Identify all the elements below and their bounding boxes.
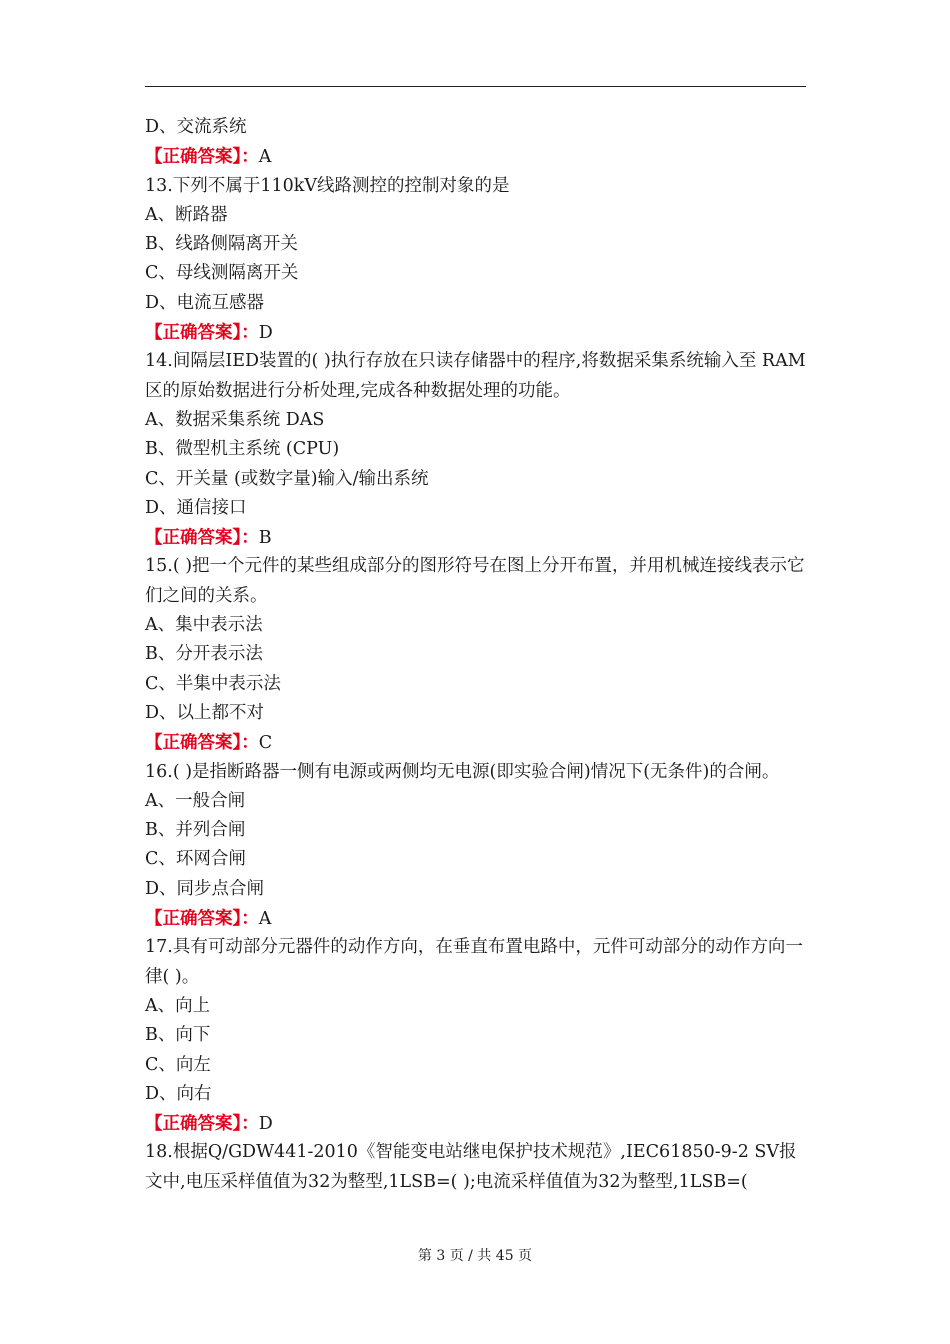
- q17-option-b: B、向下: [145, 1025, 211, 1046]
- answer-value: A: [258, 909, 272, 930]
- question-14: 14.间隔层IED装置的( )执行存放在只读存储器中的程序,将数据采集系统输入至 RAM 区的原始数据进行分析处理,完成各种数据处理的功能。: [145, 351, 806, 401]
- answer-label: 【正确答案】：: [145, 909, 259, 930]
- q14-option-a: A、数据采集系统 DAS: [145, 409, 325, 430]
- q16-option-c: C、环网合闸: [145, 849, 246, 870]
- answer-label: 【正确答案】：: [145, 528, 259, 549]
- question-18: 18.根据Q/GDW441-2010《智能变电站继电保护技术规范》,IEC61850-9-2 SV报文中,电压采样值值为32为整型,1LSB=( );电流采样值值为32为整型,1LSB=(: [145, 1142, 797, 1192]
- answer-label: 【正确答案】：: [145, 323, 259, 344]
- answer-value: B: [258, 528, 272, 549]
- q14-option-b: B、微型机主系统 (CPU): [145, 439, 340, 460]
- header-rule: [145, 86, 806, 87]
- q13-option-b: B、线路侧隔离开关: [145, 234, 298, 255]
- q15-option-b: B、分开表示法: [145, 644, 263, 665]
- q16-option-a: A、一般合闸: [145, 790, 246, 811]
- option-d-prev: D、交流系统: [145, 117, 247, 137]
- answer-label: 【正确答案】：: [145, 147, 259, 168]
- question-16: 16.( )是指断路器一侧有电源或两侧均无电源(即实验合闸)情况下(无条件)的合闸。: [145, 761, 780, 782]
- q15-option-a: A、集中表示法: [145, 615, 263, 636]
- q16-option-b: B、并列合闸: [145, 820, 246, 841]
- answer-value: D: [258, 1114, 273, 1135]
- q14-option-d: D、通信接口: [145, 497, 247, 518]
- q14-option-c: C、开关量 (或数字量)输入/输出系统: [145, 468, 429, 489]
- q17-option-d: D、向右: [145, 1083, 212, 1104]
- answer-value: D: [258, 323, 273, 344]
- q15-answer: [145, 728, 807, 757]
- q17-answer: [145, 1109, 807, 1138]
- q13-option-c: C、母线测隔离开关: [145, 263, 299, 284]
- q13-option-a: A、断路器: [145, 204, 228, 225]
- q13-option-d: D、电流互感器: [145, 292, 265, 313]
- answer-value: C: [258, 733, 273, 754]
- q15-option-d: D、以上都不对: [145, 702, 265, 723]
- question-13: 13.下列不属于110kV线路测控的控制对象的是: [145, 175, 510, 196]
- q16-answer: [145, 904, 807, 933]
- q13-answer: [145, 318, 807, 347]
- question-15: 15.( )把一个元件的某些组成部分的图形符号在图上分开布置，并用机械连接线表示它们之间的关系。: [145, 556, 805, 606]
- q17-option-c: C、向左: [145, 1054, 211, 1075]
- answer-label: 【正确答案】：: [145, 1114, 259, 1135]
- answer-line-prev: [145, 142, 807, 171]
- answer-label: 【正确答案】：: [145, 733, 259, 754]
- q14-answer: [145, 523, 807, 552]
- q17-option-a: A、向上: [145, 995, 211, 1016]
- answer-value: A: [258, 147, 272, 168]
- question-17: 17.具有可动部分元器件的动作方向，在垂直布置电路中，元件可动部分的动作方向一律( )。: [145, 937, 803, 987]
- q16-option-d: D、同步点合闸: [145, 878, 265, 899]
- q15-option-c: C、半集中表示法: [145, 673, 281, 694]
- page-footer: 第 3 页 / 共 45 页: [417, 1248, 533, 1264]
- document-body: [145, 113, 807, 1197]
